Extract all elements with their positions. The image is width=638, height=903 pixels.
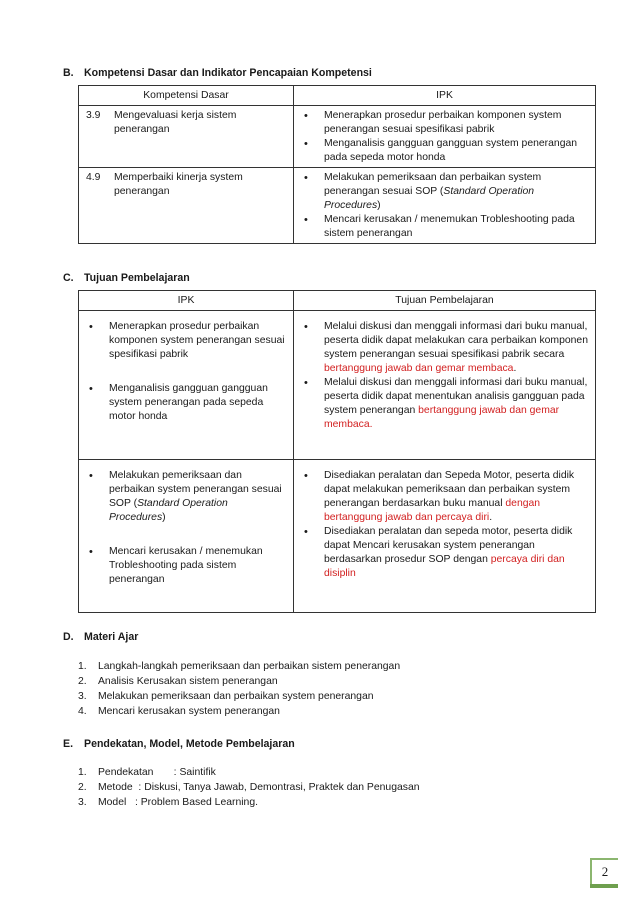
list-item: 2. Metode : Diskusi, Tanya Jawab, Demontrasi, Praktek dan Penugasan xyxy=(78,782,420,793)
tujuan-list xyxy=(294,460,595,583)
list-item: • Melakukan pemeriksaan dan perbaikan system penerangan sesuai SOP (Standard Operation Procedures) xyxy=(300,171,589,213)
kd-number: 4.9 xyxy=(86,172,101,183)
kd-text: Memperbaiki kinerja system penerangan xyxy=(114,172,243,197)
list-item: 3. Model : Problem Based Learning. xyxy=(78,797,258,808)
list-item: • Menganalisis gangguan gangguan system penerangan pada sepeda motor honda xyxy=(300,137,589,165)
table-row xyxy=(79,168,596,244)
kd-column-header: Kompetensi Dasar xyxy=(79,86,294,106)
red-emphasis: bertanggung jawab dan gemar membaca xyxy=(324,363,514,374)
section-c-letter: C. xyxy=(63,272,74,284)
list-item: • Mencari kerusakan / menemukan Trobleshooting pada sistem penerangan xyxy=(300,213,589,241)
tujuan-column-header: Tujuan Pembelajaran xyxy=(294,291,596,311)
section-b-title: Kompetensi Dasar dan Indikator Pencapaian Kompetensi xyxy=(84,67,372,79)
list-item: • Disediakan peralatan dan sepeda motor, peserta didik dapat Mencari kerusakan system penerangan berdasarkan prosedur SOP dengan percaya diri dan disiplin xyxy=(300,525,589,581)
red-emphasis: dengan bertanggung jawab dan percaya diri xyxy=(324,498,541,523)
list-item: • Melalui diskusi dan menggali informasi dari buku manual, peserta didik dapat menentukan analisis gangguan pada system penerangan bertanggung jawab dan gemar membaca. xyxy=(300,376,589,432)
ipk-list xyxy=(294,106,595,167)
section-e-title: Pendekatan, Model, Metode Pembelajaran xyxy=(84,738,295,750)
table-row xyxy=(79,106,596,168)
footer-bar xyxy=(590,884,618,888)
pendekatan-list xyxy=(78,766,420,811)
kd-number: 3.9 xyxy=(86,110,101,121)
section-d-heading xyxy=(63,630,138,644)
kompetensi-table xyxy=(78,85,596,244)
section-c-heading xyxy=(63,271,190,285)
list-item: • Melalui diskusi dan menggali informasi dari buku manual, peserta didik dapat melakukan cara perbaikan komponen system penerangan sesuai spesifikasi pabrik secara bertanggung jawab dan gemar membaca. xyxy=(300,320,589,376)
list-item: • Mencari kerusakan / menemukan Trobleshooting pada sistem penerangan xyxy=(85,545,287,587)
list-item: 3. Melakukan pemeriksaan dan perbaikan system penerangan xyxy=(78,691,374,702)
kd-cell xyxy=(79,106,293,139)
list-item: • Menerapkan prosedur perbaikan komponen system penerangan sesuai spesifikasi pabrik xyxy=(300,109,589,137)
section-b-letter: B. xyxy=(63,67,74,79)
list-item: • Menganalisis gangguan gangguan system penerangan pada sepeda motor honda xyxy=(85,382,287,424)
tujuan-list xyxy=(294,311,595,434)
ipk-column-header: IPK xyxy=(79,291,294,311)
list-item: • Disediakan peralatan dan Sepeda Motor, peserta didik dapat melakukan pemeriksaan dan perbaikan system penerangan berdasarkan buku manual dengan bertanggung jawab dan percaya diri. xyxy=(300,469,589,525)
page-number: 2 xyxy=(590,858,618,884)
ipk-list xyxy=(79,311,293,426)
tujuan-table xyxy=(78,290,596,613)
red-emphasis: bertanggung jawab dan gemar membaca. xyxy=(324,405,560,430)
red-emphasis: percaya diri dan disiplin xyxy=(324,554,565,579)
section-e-heading xyxy=(63,737,295,751)
list-item: 2. Analisis Kerusakan sistem penerangan xyxy=(78,676,278,687)
list-item: • Menerapkan prosedur perbaikan komponen system penerangan sesuai spesifikasi pabrik xyxy=(85,320,287,362)
list-item: 4. Mencari kerusakan system penerangan xyxy=(78,706,280,717)
section-e-letter: E. xyxy=(63,738,74,750)
list-item: 1. Pendekatan : Saintifik xyxy=(78,767,216,778)
section-d-title: Materi Ajar xyxy=(84,631,139,643)
ipk-column-header: IPK xyxy=(294,86,596,106)
list-item: • Melakukan pemeriksaan dan perbaikan system penerangan sesuai SOP (Standard Operation Procedures) xyxy=(85,469,287,525)
kd-text: Mengevaluasi kerja sistem penerangan xyxy=(114,110,237,135)
ipk-list xyxy=(294,168,595,243)
table-row xyxy=(79,460,596,613)
list-item: 1. Langkah-langkah pemeriksaan dan perbaikan sistem penerangan xyxy=(78,661,401,672)
table-row xyxy=(79,311,596,460)
section-b-heading xyxy=(63,66,372,80)
section-d-letter: D. xyxy=(63,631,74,643)
kd-cell xyxy=(79,168,293,201)
ipk-list xyxy=(79,460,293,589)
section-c-title: Tujuan Pembelajaran xyxy=(84,272,190,284)
materi-list xyxy=(78,660,400,720)
